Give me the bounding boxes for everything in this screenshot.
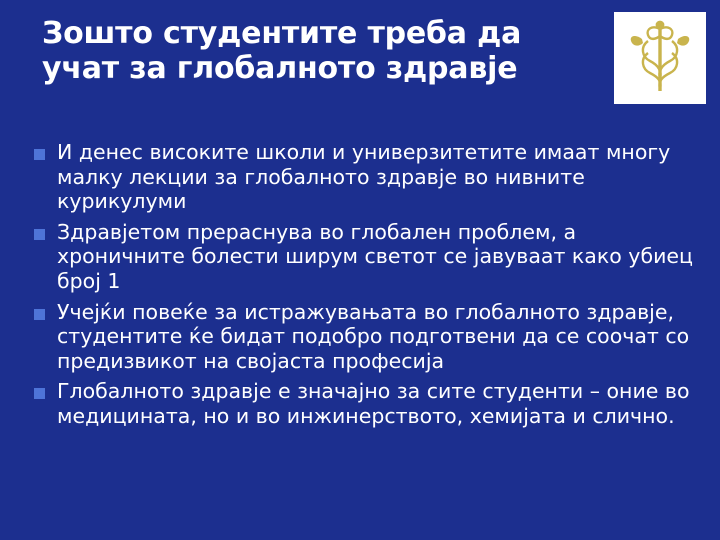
- caduceus-logo: [614, 12, 706, 104]
- list-item: [34, 300, 694, 374]
- slide-title: Зошто студентите треба да учат за глобалното здравје: [42, 16, 522, 87]
- list-item: [34, 140, 694, 214]
- list-item-text: И денес високите школи и универзитетите имаат многу малку лекции за глобалното здравје во нивните курикулуми: [57, 140, 671, 214]
- list-item-text: Глобалното здравје е значајно за сите студенти – оние во медицината, но и во инжинерството, хемијата и слично.: [57, 379, 690, 428]
- bullet-marker-icon: [34, 229, 45, 240]
- list-item-text: Здравјетом прераснува во глобален проблем, а хроничните болести ширум светот се јавуваат како убиец број 1: [57, 219, 693, 293]
- bullet-marker-icon: [34, 149, 45, 160]
- list-item-text: Учејќи повеќе за истражувањата во глобалното здравје, студентите ќе бидат подобро подготвени да се соочат со предизвикот на својаста професија: [57, 299, 690, 373]
- caduceus-icon: [622, 19, 698, 97]
- bullet-list: [34, 140, 694, 435]
- bullet-marker-icon: [34, 388, 45, 399]
- bullet-marker-icon: [34, 309, 45, 320]
- list-item: [34, 379, 694, 428]
- list-item: [34, 220, 694, 294]
